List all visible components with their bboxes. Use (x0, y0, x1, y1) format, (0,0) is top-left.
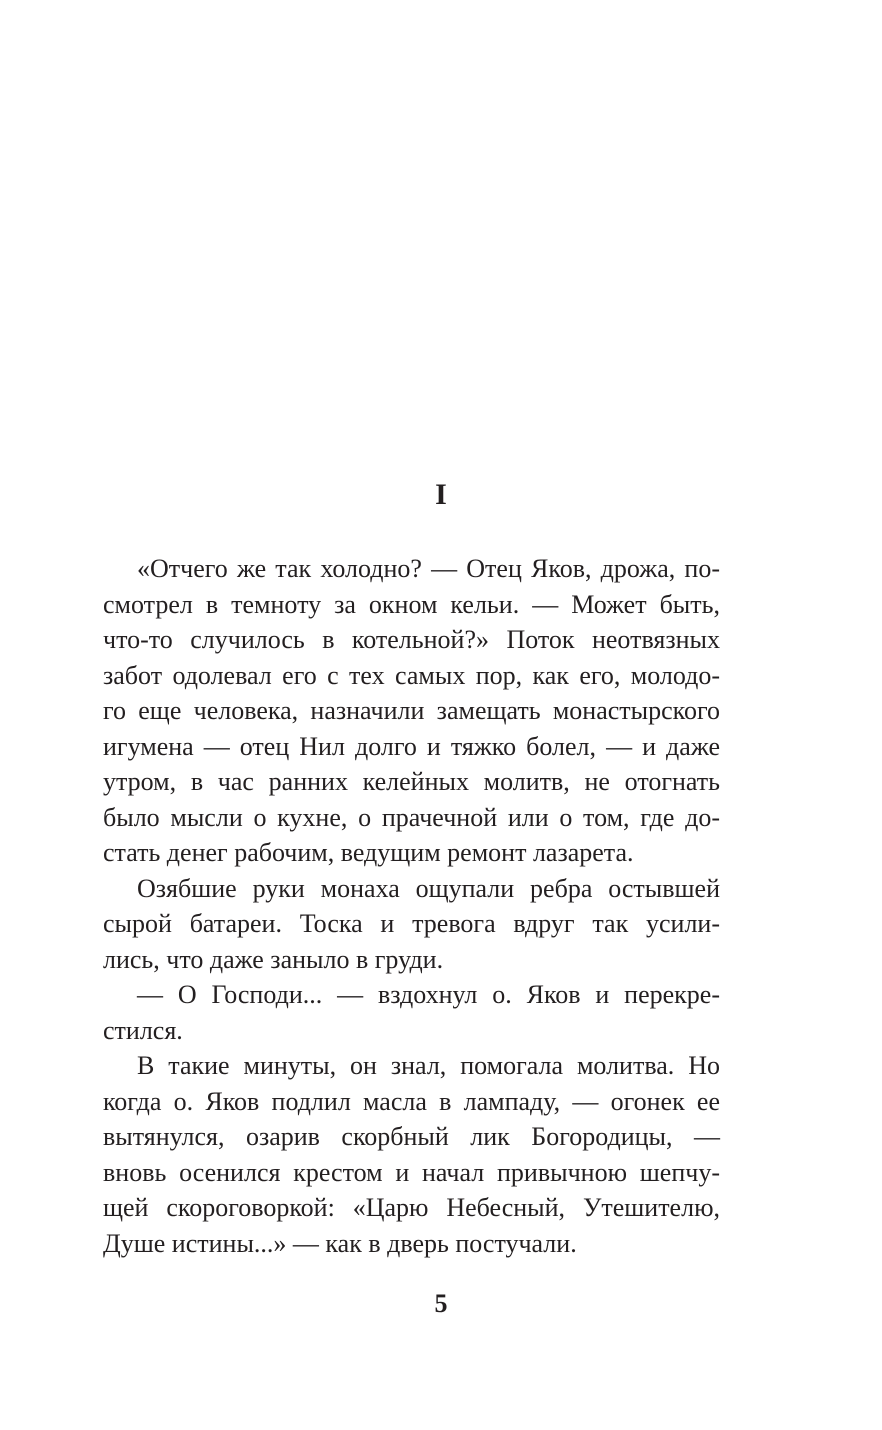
text-line: вновь осенился крестом и начал привычною шепчу- (103, 1157, 720, 1187)
page-number: 5 (434, 1289, 448, 1318)
text-line: сырой батареи. Тоска и тревога вдруг так усили- (103, 909, 720, 938)
text-line: го еще человека, назначили замещать монастырского (103, 696, 720, 725)
chapter-heading: I (435, 478, 447, 511)
text-line: было мысли о кухне, о прачечной или о том, где до- (103, 802, 720, 832)
text-line: — О Господи... — вздохнул о. Яков и перекре- (137, 980, 720, 1009)
text-line: стать денег рабочим, ведущим ремонт лазарета. (103, 838, 634, 867)
text-line: В такие минуты, он знал, помогала молитва. Но (137, 1051, 720, 1080)
text-line: что-то случилось в котельной?» Поток неотвязных (103, 625, 720, 654)
text-line: Озябшие руки монаха ощупали ребра остывшей (137, 873, 720, 903)
text-line: «Отчего же так холодно? — Отец Яков, дрожа, по- (137, 554, 720, 583)
text-line: утром, в час ранних келейных молитв, не отогнать (103, 767, 720, 796)
text-line: вытянулся, озарив скорбный лик Богородицы, — (103, 1122, 720, 1151)
text-line: Душе истины...» — как в дверь постучали. (103, 1228, 577, 1258)
text-line: лись, что даже заныло в груди. (103, 944, 444, 974)
text-line: когда о. Яков подлил масла в лампаду, — огонек ее (103, 1086, 720, 1116)
text-line: забот одолевал его с тех самых пор, как его, молодо- (103, 660, 720, 690)
text-line: стился. (103, 1015, 183, 1045)
text-line: смотрел в темноту за окном кельи. — Может быть, (103, 589, 720, 619)
body-text (103, 551, 720, 1261)
text-line: игумена — отец Нил долго и тяжко болел, — и даже (103, 731, 720, 761)
text-line: щей скороговоркой: «Царю Небесный, Утешителю, (103, 1193, 720, 1222)
